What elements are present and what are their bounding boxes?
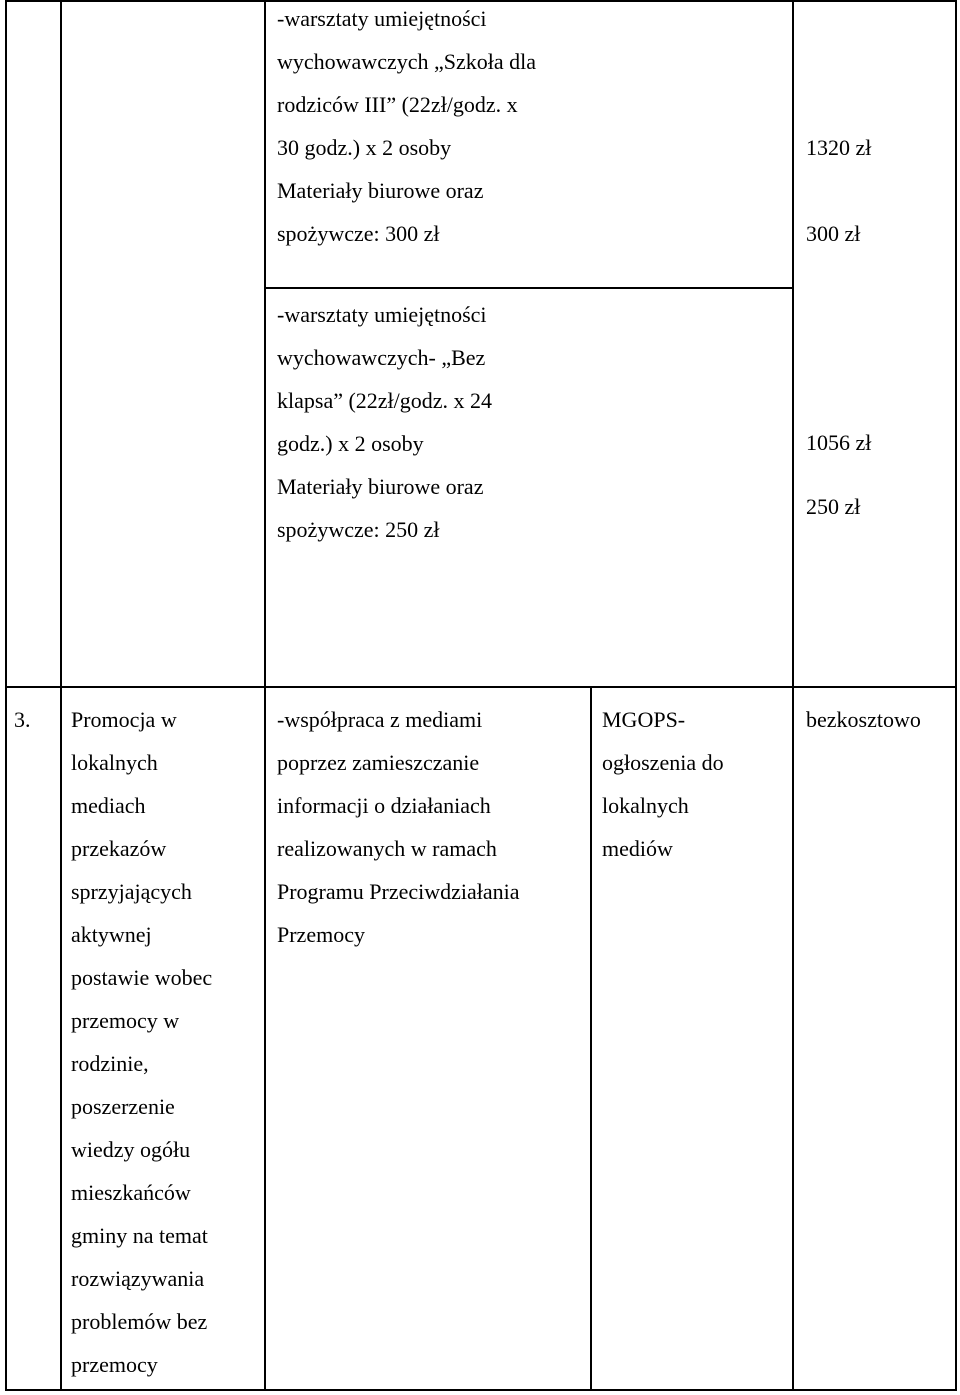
task-line: rozwiązywania (71, 1266, 205, 1291)
task-line: problemów bez (71, 1309, 208, 1334)
description-line: spożywcze: 300 zł (277, 221, 440, 246)
row-divider (5, 686, 957, 688)
description-line: rodziców III” (22zł/godz. x (277, 92, 518, 117)
task-line: przemocy (71, 1352, 158, 1377)
table-top-border (5, 0, 957, 2)
column-divider (792, 0, 794, 1391)
description-line: -warsztaty umiejętności (277, 6, 487, 31)
method-line: Przemocy (277, 922, 365, 947)
responsible-line: ogłoszenia do (602, 750, 724, 775)
method-line: -współpraca z mediami (277, 707, 483, 732)
table-left-border (5, 0, 7, 1391)
description-line: godz.) x 2 osoby (277, 431, 424, 456)
item-3-cost: bezkosztowo (806, 707, 921, 732)
task-line: gminy na temat (71, 1223, 208, 1248)
item-3-responsible (602, 707, 724, 879)
task-line: mieszkańców (71, 1180, 191, 1205)
task-line: rodzinie, (71, 1051, 149, 1076)
task-line: Promocja w (71, 707, 177, 732)
task-line: aktywnej (71, 922, 152, 947)
row-2-description (277, 302, 492, 560)
row-1-cost-2: 300 zł (806, 221, 861, 246)
item-number: 3. (14, 707, 31, 732)
row-2-cost-1: 1056 zł (806, 430, 872, 455)
column-divider (60, 0, 62, 1391)
method-line: Programu Przeciwdziałania (277, 879, 520, 904)
responsible-line: lokalnych (602, 793, 689, 818)
description-line: Materiały biurowe oraz (277, 178, 484, 203)
method-line: informacji o działaniach (277, 793, 491, 818)
method-line: poprzez zamieszczanie (277, 750, 480, 775)
description-line: spożywcze: 250 zł (277, 517, 440, 542)
task-line: przemocy w (71, 1008, 180, 1033)
task-line: przekazów (71, 836, 167, 861)
responsible-line: MGOPS- (602, 707, 686, 732)
description-line: wychowawczych- „Bez (277, 345, 486, 370)
task-line: poszerzenie (71, 1094, 175, 1119)
responsible-line: mediów (602, 836, 673, 861)
description-line: 30 godz.) x 2 osoby (277, 135, 452, 160)
description-line: -warsztaty umiejętności (277, 302, 487, 327)
description-line: Materiały biurowe oraz (277, 474, 484, 499)
task-line: sprzyjających (71, 879, 192, 904)
description-line: wychowawczych „Szkoła dla (277, 49, 537, 74)
description-line: klapsa” (22zł/godz. x 24 (277, 388, 493, 413)
table-right-border (955, 0, 957, 1391)
method-line: realizowanych w ramach (277, 836, 497, 861)
task-line: mediach (71, 793, 146, 818)
task-line: postawie wobec (71, 965, 213, 990)
row-2-cost-2: 250 zł (806, 494, 861, 519)
task-line: lokalnych (71, 750, 158, 775)
column-divider (590, 686, 592, 1391)
task-line: wiedzy ogółu (71, 1137, 191, 1162)
column-divider (264, 0, 266, 1391)
item-3-method (277, 707, 520, 965)
row-1-description (277, 6, 536, 264)
row-1-cost-1: 1320 zł (806, 135, 872, 160)
item-3-task (71, 707, 212, 1395)
row-divider (264, 287, 792, 289)
